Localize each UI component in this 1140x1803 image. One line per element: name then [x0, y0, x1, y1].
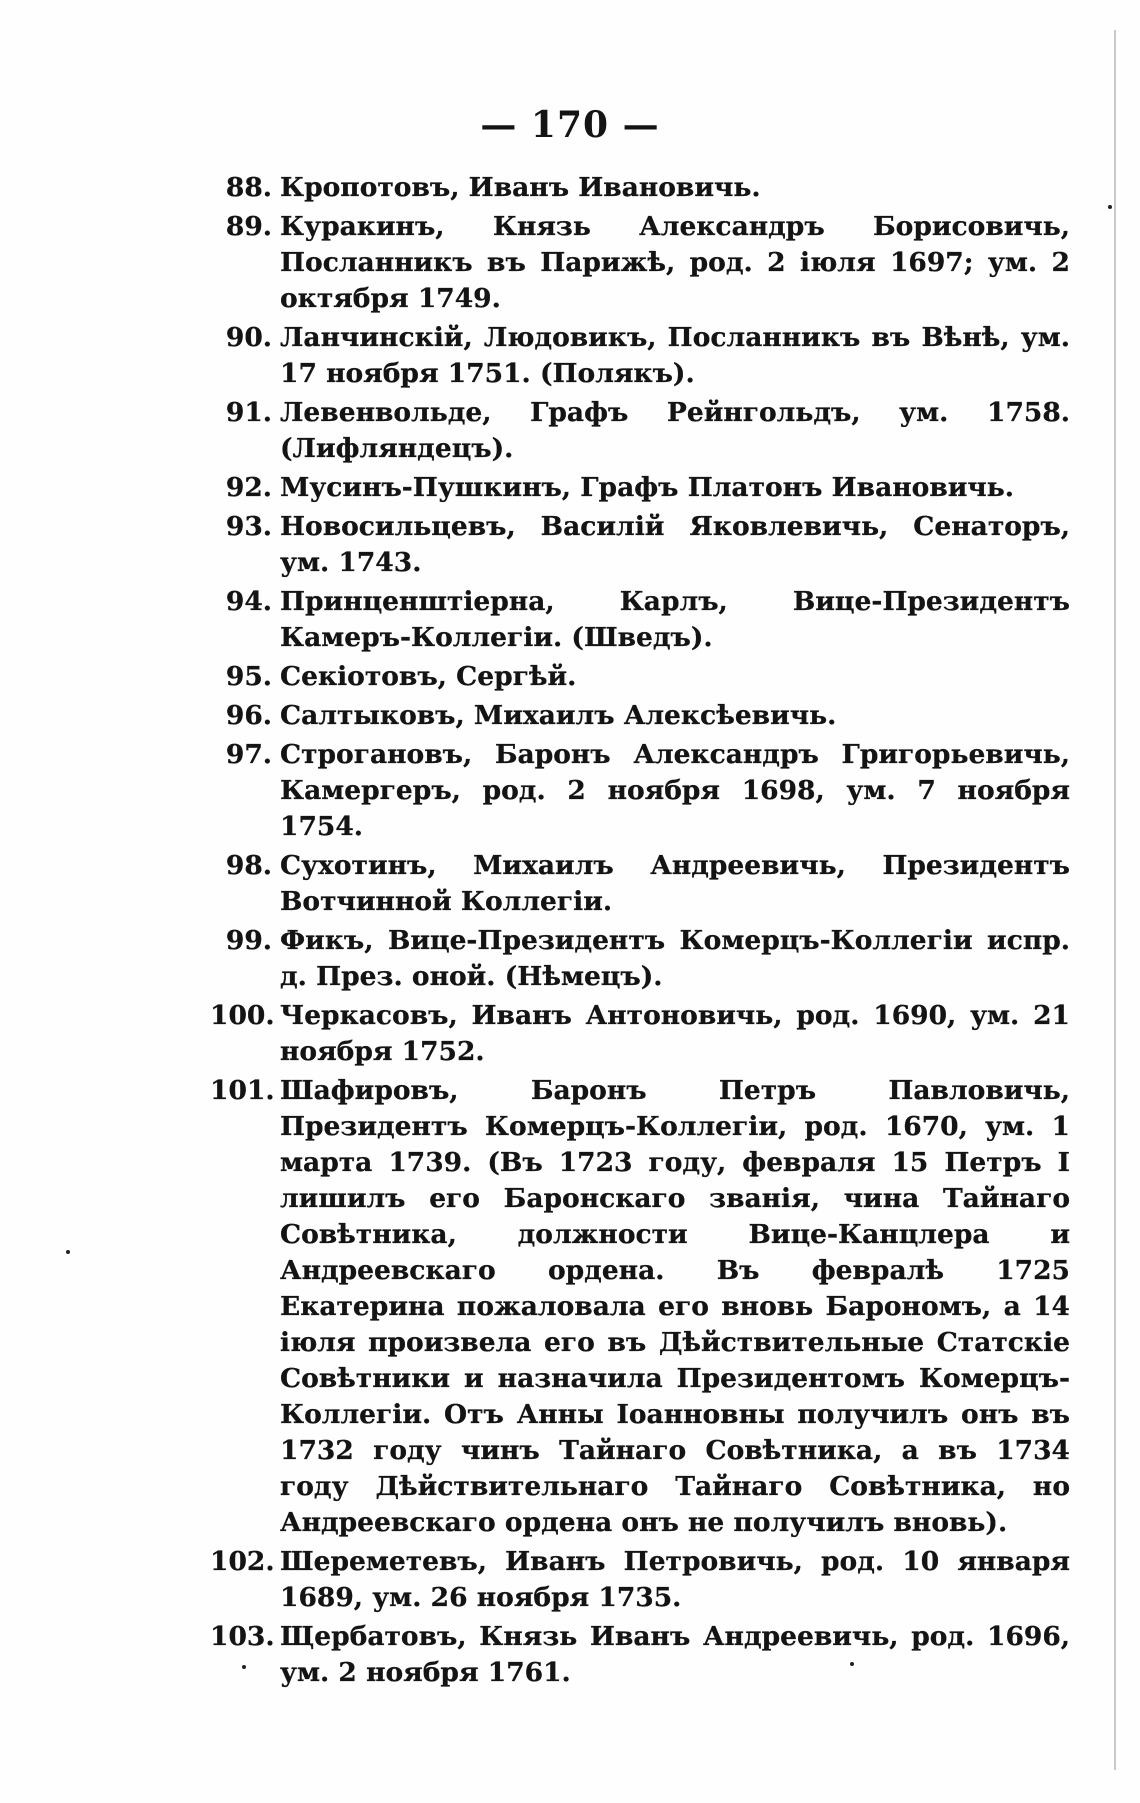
entry-text: Новосильцевъ, Василій Яковлевичь, Сенаторъ, ум. 1743.	[280, 511, 1070, 578]
list-item	[210, 923, 1070, 995]
list-item	[210, 509, 1070, 581]
entry-text: Черкасовъ, Иванъ Антоновичь, род. 1690, ум. 21 ноября 1752.	[280, 1000, 1070, 1067]
entry-number: 99.	[225, 925, 272, 956]
entry-text: Строгановъ, Баронъ Александръ Григорьевичь, Камергеръ, род. 2 ноября 1698, ум. 7 ноября 1754.	[280, 739, 1070, 842]
entry-text: Мусинъ-Пушкинъ, Графъ Платонъ Ивановичь.	[280, 472, 1014, 503]
entry-number: 88.	[225, 172, 272, 203]
list-item	[210, 848, 1070, 920]
list-item	[210, 1544, 1070, 1616]
entry-number: 95.	[225, 661, 272, 692]
list-item	[210, 395, 1070, 467]
entry-number: 92.	[225, 472, 272, 503]
list-item	[210, 1073, 1070, 1541]
entry-number: 89.	[225, 211, 272, 242]
print-speck	[242, 1665, 246, 1669]
list-item	[210, 170, 1070, 206]
entry-text: Куракинъ, Князь Александръ Борисовичь, Посланникъ въ Парижѣ, род. 2 іюля 1697; ум. 2 октября 1749.	[280, 211, 1070, 314]
list-item	[210, 470, 1070, 506]
list-item	[210, 1619, 1070, 1691]
entry-number: 96.	[225, 700, 272, 731]
list-item	[210, 737, 1070, 845]
entry-text: Принценштіерна, Карлъ, Вице-Президентъ Камеръ-Коллегіи. (Шведъ).	[280, 586, 1070, 653]
list-item	[210, 584, 1070, 656]
entry-number: 103.	[210, 1621, 275, 1652]
entry-number: 97.	[225, 739, 272, 770]
entry-number: 100.	[210, 1000, 275, 1031]
entry-text: Кропотовъ, Иванъ Ивановичь.	[280, 172, 761, 203]
entry-text: Секіотовъ, Сергѣй.	[280, 661, 577, 692]
page-number: — 170 —	[480, 104, 660, 146]
entry-text: Сухотинъ, Михаилъ Андреевичь, Президентъ Вотчинной Коллегіи.	[280, 850, 1070, 917]
list-item	[210, 209, 1070, 317]
entry-list	[210, 170, 1070, 1694]
entry-number: 93.	[225, 511, 272, 542]
entry-number: 90.	[225, 322, 272, 353]
entry-text: Левенвольде, Графъ Рейнгольдъ, ум. 1758. (Лифляндецъ).	[280, 397, 1070, 464]
entry-number: 91.	[225, 397, 272, 428]
entry-text: Шафировъ, Баронъ Петръ Павловичь, Президентъ Комерцъ-Коллегіи, род. 1670, ум. 1 марта 1739. (Въ 1723 году, февраля 15 Петръ I лишилъ его Баронскаго званія, чина Тайнаго Совѣтника, должности Вице-Канцлера и Андреевскаго ордена. Въ февралѣ 1725 Екатерина пожаловала его вновь Барономъ, а 14 іюля произвела его въ Дѣйствительные Статскіе Совѣтники и назначила Президентомъ Комерцъ-Коллегіи. Отъ Анны Іоанновны получилъ онъ въ 1732 году чинъ Тайнаго Совѣтника, а въ 1734 году Дѣйствительнаго Тайнаго Совѣтника, но Андреевскаго ордена онъ не получилъ вновь).	[280, 1075, 1070, 1538]
entry-text: Салтыковъ, Михаилъ Алексѣевичь.	[280, 700, 837, 731]
print-speck	[1108, 205, 1112, 209]
entry-text: Шереметевъ, Иванъ Петровичь, род. 10 января 1689, ум. 26 ноября 1735.	[280, 1546, 1070, 1613]
list-item	[210, 659, 1070, 695]
list-item	[210, 698, 1070, 734]
entry-text: Фикъ, Вице-Президентъ Комерцъ-Коллегіи испр. д. През. оной. (Нѣмецъ).	[280, 925, 1070, 992]
list-item	[210, 320, 1070, 392]
page-edge-line	[1114, 30, 1116, 1770]
entry-text: Щербатовъ, Князь Иванъ Андреевичь, род. 1696, ум. 2 ноября 1761.	[280, 1621, 1070, 1688]
entry-number: 101.	[210, 1075, 275, 1106]
entry-number: 94.	[225, 586, 272, 617]
entry-number: 102.	[210, 1546, 275, 1577]
entry-text: Ланчинскій, Людовикъ, Посланникъ въ Вѣнѣ, ум. 17 ноября 1751. (Полякъ).	[280, 322, 1070, 389]
print-speck	[850, 1662, 854, 1666]
list-item	[210, 998, 1070, 1070]
entry-number: 98.	[225, 850, 272, 881]
print-speck	[66, 1250, 70, 1254]
